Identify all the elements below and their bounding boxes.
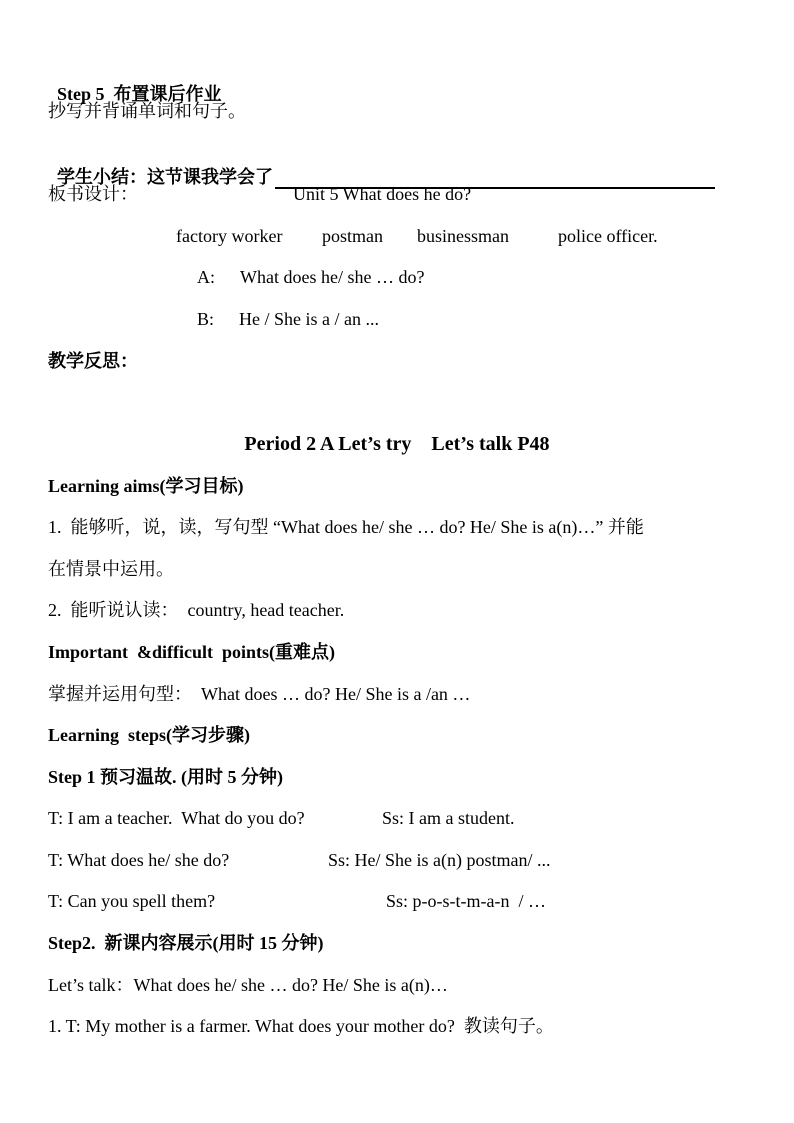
board-word: businessman: [417, 226, 509, 246]
dialog-student-line: Ss: He/ She is a(n) postman/ ...: [328, 850, 551, 870]
step5-label: Step 5: [57, 84, 105, 104]
board-b-label: B:: [197, 309, 215, 329]
step2-item-1: 1. T: My mother is a farmer. What does your mother do? 教读句子。: [48, 1016, 554, 1036]
period-title: Period 2 A Let’s try Let’s talk P48: [244, 433, 550, 455]
dialog-student-line: Ss: I am a student.: [382, 808, 515, 828]
board-b-text: He / She is a / an ...: [239, 309, 379, 329]
homework-text: 抄写并背诵单词和句子。: [48, 101, 246, 121]
reflection-label: 教学反思：: [48, 351, 138, 371]
step5-text: 布置课后作业: [113, 84, 222, 104]
summary-label: 学生小结：这节课我学会了: [57, 167, 273, 187]
board-word: postman: [322, 226, 383, 246]
board-a-text: What does he/ she … do?: [240, 267, 425, 287]
steps-heading: Learning steps(学习步骤): [48, 725, 250, 745]
lets-talk-line: Let’s talk：What does he/ she … do? He/ She is a(n)…: [48, 975, 448, 995]
dialog-student-line: Ss: p-o-s-t-m-a-n / …: [386, 891, 546, 911]
board-word: factory worker: [176, 226, 283, 246]
dialog-teacher-line: T: What does he/ she do?: [48, 850, 230, 870]
step2-heading: Step2. 新课内容展示(用时 15 分钟): [48, 933, 324, 953]
board-a-label: A:: [197, 267, 215, 287]
aims-item-2: 2. 能听说认读： country, head teacher.: [48, 600, 345, 620]
board-title: Unit 5 What does he do?: [293, 184, 472, 204]
board-label: 板书设计：: [48, 184, 138, 204]
points-heading: Important &difficult points(重难点): [48, 642, 335, 662]
dialog-teacher-line: T: Can you spell them?: [48, 891, 216, 911]
dialog-teacher-line: T: I am a teacher. What do you do?: [48, 808, 305, 828]
aims-heading: Learning aims(学习目标): [48, 476, 244, 496]
points-text: 掌握并运用句型： What does … do? He/ She is a /an …: [48, 684, 471, 704]
aims-item-1: 1. 能够听，说，读，写句型 “What does he/ she … do? He/ She is a(n)…” 并能: [48, 517, 644, 537]
board-word: police officer.: [558, 226, 658, 246]
step1-heading: Step 1 预习温故. (用时 5 分钟): [48, 767, 283, 787]
aims-item-1-cont: 在情景中运用。: [48, 559, 174, 579]
